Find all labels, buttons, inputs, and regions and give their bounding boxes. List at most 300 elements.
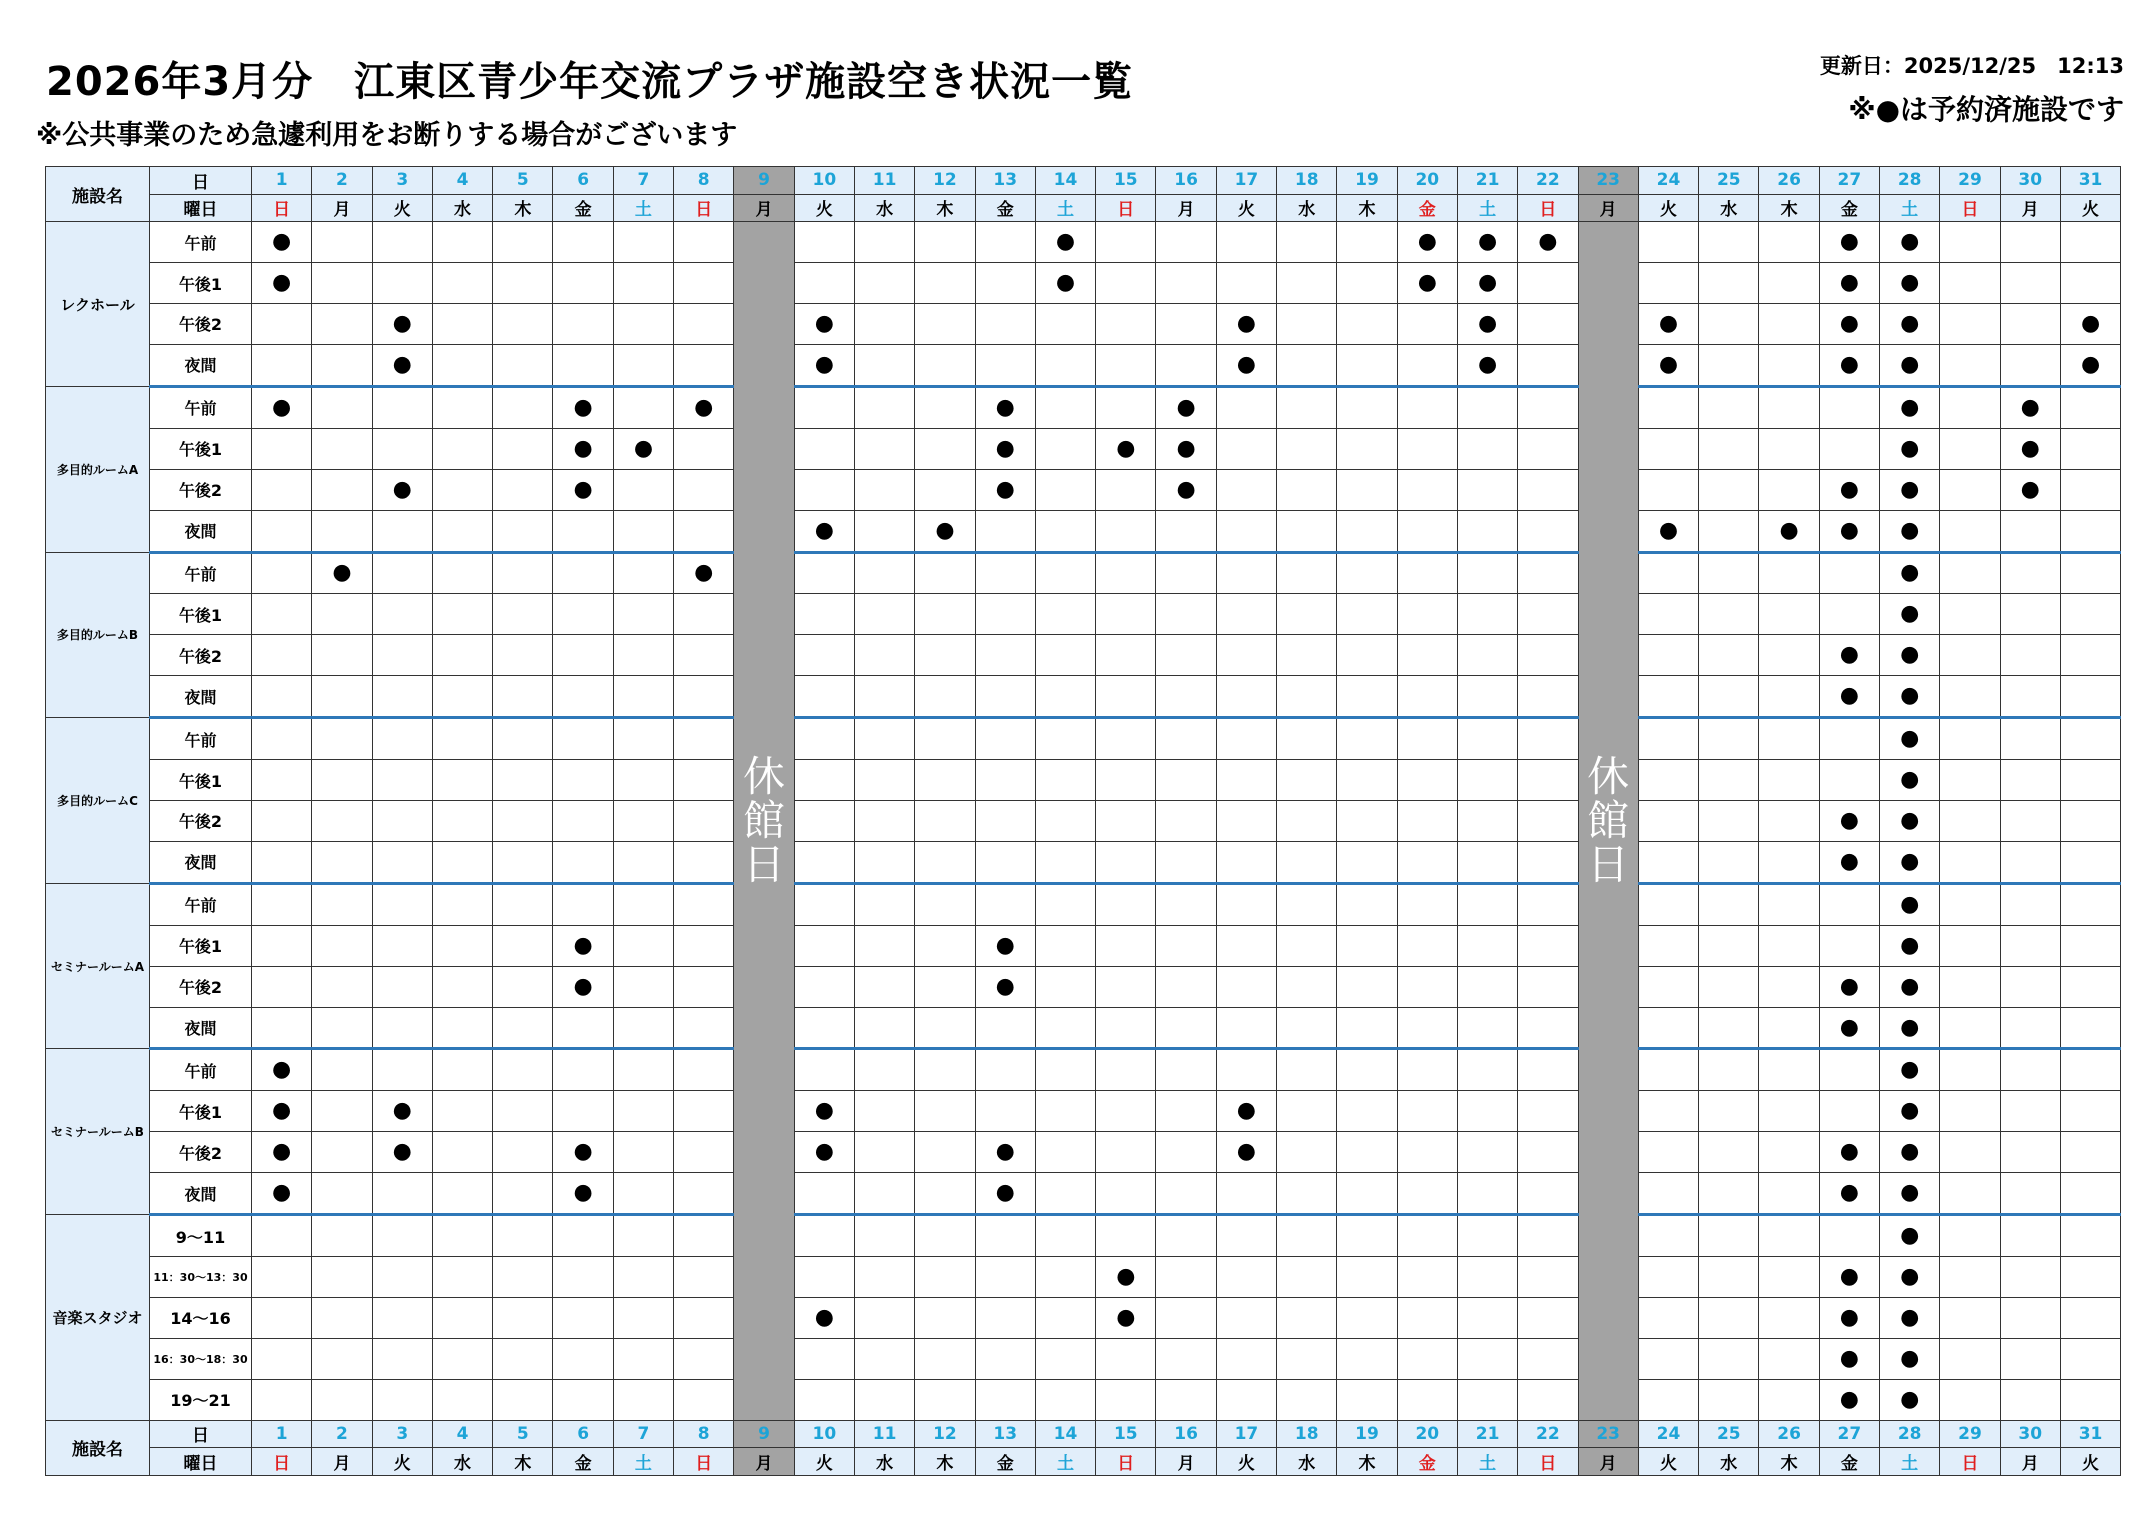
booked-mark: ● [975,925,1035,966]
empty-cell [1337,1173,1397,1215]
facility-name: 多目的ルームB [46,552,150,718]
empty-cell [1096,718,1156,760]
booked-mark: ● [1880,760,1940,801]
empty-cell [2060,1007,2120,1049]
empty-cell [1699,760,1759,801]
day-number: 19 [1337,1420,1397,1448]
empty-cell [1699,676,1759,718]
weekday: 火 [372,194,432,222]
empty-cell [1156,304,1216,345]
day-number: 27 [1819,167,1879,195]
booked-mark: ● [975,469,1035,510]
empty-cell [553,1379,613,1420]
empty-cell [1819,1215,1879,1257]
empty-cell [1035,883,1095,925]
empty-cell [372,263,432,304]
empty-cell [1216,841,1276,883]
day-number: 28 [1880,1420,1940,1448]
empty-cell [1156,1338,1216,1379]
table-row [46,1379,2121,1420]
empty-cell [1216,552,1276,594]
empty-cell [1096,925,1156,966]
empty-cell [1337,718,1397,760]
empty-cell [1759,883,1819,925]
time-slot-label: 午後2 [150,1132,252,1173]
empty-cell [975,1338,1035,1379]
empty-cell [1277,594,1337,635]
booked-mark: ● [1216,1132,1276,1173]
empty-cell [613,1215,673,1257]
empty-cell [915,883,975,925]
time-slot-label: 9～11 [150,1215,252,1257]
empty-cell [1638,883,1698,925]
empty-cell [613,1091,673,1132]
empty-cell [312,1132,372,1173]
weekday: 火 [1216,1448,1276,1476]
empty-cell [2000,263,2060,304]
day-label: 日 [150,167,252,195]
table-row [46,1173,2121,1215]
empty-cell [1337,676,1397,718]
booked-mark: ● [2000,469,2060,510]
empty-cell [794,635,854,676]
empty-cell [1397,469,1457,510]
booked-mark: ● [975,966,1035,1007]
empty-cell [1096,1132,1156,1173]
empty-cell [252,1007,312,1049]
empty-cell [372,1297,432,1338]
empty-cell [794,883,854,925]
empty-cell [2000,1132,2060,1173]
empty-cell [1397,344,1457,386]
empty-cell [854,1257,914,1298]
empty-cell [975,1091,1035,1132]
booked-mark: ● [252,263,312,304]
weekday: 火 [372,1448,432,1476]
empty-cell [1216,1049,1276,1091]
weekday-label: 曜日 [150,194,252,222]
empty-cell [674,344,734,386]
empty-cell [312,428,372,469]
empty-cell [674,966,734,1007]
empty-cell [1277,1007,1337,1049]
weekday: 水 [1277,1448,1337,1476]
empty-cell [915,552,975,594]
weekday: 土 [1035,194,1095,222]
empty-cell [1518,1049,1578,1091]
table-row [46,1297,2121,1338]
empty-cell [312,1257,372,1298]
weekday: 月 [2000,194,2060,222]
empty-cell [372,676,432,718]
empty-cell [432,1215,492,1257]
empty-cell [854,1007,914,1049]
empty-cell [1759,386,1819,428]
empty-cell [854,760,914,801]
empty-cell [1337,552,1397,594]
empty-cell [975,760,1035,801]
empty-cell [432,552,492,594]
booked-mark: ● [975,1173,1035,1215]
empty-cell [854,594,914,635]
empty-cell [432,386,492,428]
day-number: 30 [2000,167,2060,195]
empty-cell [432,925,492,966]
time-slot-label: 夜間 [150,344,252,386]
empty-cell [674,841,734,883]
empty-cell [432,1297,492,1338]
empty-cell [1035,635,1095,676]
booked-mark: ● [1880,1297,1940,1338]
empty-cell [674,676,734,718]
empty-cell [252,841,312,883]
empty-cell [432,594,492,635]
empty-cell [854,635,914,676]
empty-cell [2060,841,2120,883]
empty-cell [1035,1257,1095,1298]
empty-cell [1457,718,1517,760]
time-slot-label: 午後1 [150,1091,252,1132]
day-number: 24 [1638,1420,1698,1448]
booked-mark: ● [312,552,372,594]
empty-cell [372,1257,432,1298]
empty-cell [1457,428,1517,469]
empty-cell [915,344,975,386]
empty-cell [1759,1257,1819,1298]
empty-cell [493,1132,553,1173]
empty-cell [432,760,492,801]
empty-cell [312,966,372,1007]
day-number: 8 [674,167,734,195]
table-row [46,760,2121,801]
booked-mark: ● [1457,304,1517,345]
empty-cell [372,966,432,1007]
empty-cell [493,841,553,883]
empty-cell [1277,925,1337,966]
table-row [46,304,2121,345]
empty-cell [1940,263,2000,304]
closed-day-label: 休 館 日 [734,222,794,1420]
weekday: 水 [1277,194,1337,222]
empty-cell [1457,883,1517,925]
booked-mark: ● [1216,304,1276,345]
empty-cell [1156,1215,1216,1257]
empty-cell [372,222,432,263]
empty-cell [1699,1091,1759,1132]
empty-cell [1518,925,1578,966]
booked-mark: ● [1880,883,1940,925]
empty-cell [1699,1215,1759,1257]
empty-cell [1759,925,1819,966]
booked-mark: ● [252,1173,312,1215]
empty-cell [1337,1215,1397,1257]
empty-cell [1277,304,1337,345]
empty-cell [1819,925,1879,966]
weekday: 火 [794,1448,854,1476]
empty-cell [1397,718,1457,760]
empty-cell [1819,1049,1879,1091]
empty-cell [1397,635,1457,676]
empty-cell [1457,594,1517,635]
empty-cell [1156,966,1216,1007]
empty-cell [1156,1379,1216,1420]
booked-mark: ● [1880,1379,1940,1420]
empty-cell [854,263,914,304]
empty-cell [1518,386,1578,428]
empty-cell [915,718,975,760]
empty-cell [1096,469,1156,510]
weekday: 木 [1337,194,1397,222]
facility-name: レクホール [46,222,150,387]
empty-cell [1216,1215,1276,1257]
empty-cell [674,635,734,676]
weekday: 日 [252,1448,312,1476]
empty-cell [1518,469,1578,510]
empty-cell [1940,883,2000,925]
empty-cell [1638,263,1698,304]
empty-cell [1397,841,1457,883]
table-row [46,552,2121,594]
empty-cell [372,841,432,883]
weekday: 金 [975,194,1035,222]
empty-cell [493,1049,553,1091]
day-number: 16 [1156,167,1216,195]
empty-cell [674,222,734,263]
booked-mark: ● [1880,1049,1940,1091]
empty-cell [252,469,312,510]
booked-mark: ● [372,344,432,386]
empty-cell [854,510,914,552]
empty-cell [1699,925,1759,966]
empty-cell [1035,428,1095,469]
legend-note: ※●は予約済施設です [1848,93,2124,126]
empty-cell [1277,966,1337,1007]
empty-cell [493,1007,553,1049]
empty-cell [1096,1379,1156,1420]
booked-mark: ● [1216,1091,1276,1132]
empty-cell [1397,925,1457,966]
time-slot-label: 夜間 [150,676,252,718]
empty-cell [1638,552,1698,594]
empty-cell [613,1173,673,1215]
empty-cell [372,1173,432,1215]
weekday: 水 [854,194,914,222]
empty-cell [613,344,673,386]
empty-cell [1216,1297,1276,1338]
empty-cell [1759,1379,1819,1420]
empty-cell [1699,635,1759,676]
day-number: 10 [794,1420,854,1448]
empty-cell [1035,594,1095,635]
empty-cell [674,801,734,842]
time-slot-label: 夜間 [150,1173,252,1215]
day-number: 27 [1819,1420,1879,1448]
empty-cell [1277,1173,1337,1215]
booked-mark: ● [1518,222,1578,263]
empty-cell [2060,1049,2120,1091]
weekday: 日 [1940,1448,2000,1476]
booked-mark: ● [1880,428,1940,469]
booked-mark: ● [1457,222,1517,263]
empty-cell [2060,883,2120,925]
empty-cell [915,386,975,428]
booked-mark: ● [1880,1007,1940,1049]
empty-cell [2000,801,2060,842]
empty-cell [2060,222,2120,263]
weekday: 木 [493,1448,553,1476]
empty-cell [915,925,975,966]
empty-cell [613,635,673,676]
empty-cell [1699,304,1759,345]
empty-cell [2060,1091,2120,1132]
empty-cell [1457,1007,1517,1049]
empty-cell [794,966,854,1007]
empty-cell [1277,760,1337,801]
empty-cell [432,676,492,718]
weekday: 火 [1216,194,1276,222]
empty-cell [613,801,673,842]
booked-mark: ● [1880,1091,1940,1132]
day-number: 22 [1518,167,1578,195]
empty-cell [1518,428,1578,469]
empty-cell [915,304,975,345]
empty-cell [613,1257,673,1298]
empty-cell [854,1379,914,1420]
empty-cell [794,841,854,883]
empty-cell [794,263,854,304]
empty-cell [1277,469,1337,510]
table-row [46,883,2121,925]
empty-cell [1940,801,2000,842]
empty-cell [854,925,914,966]
empty-cell [975,1297,1035,1338]
table-row [46,428,2121,469]
empty-cell [1759,594,1819,635]
empty-cell [613,1049,673,1091]
empty-cell [2000,304,2060,345]
empty-cell [1337,386,1397,428]
day-number: 15 [1096,167,1156,195]
empty-cell [1457,801,1517,842]
empty-cell [2060,801,2120,842]
empty-cell [2000,594,2060,635]
empty-cell [2000,344,2060,386]
empty-cell [553,1091,613,1132]
day-number: 25 [1699,167,1759,195]
empty-cell [1457,635,1517,676]
empty-cell [312,386,372,428]
table-row [46,594,2121,635]
empty-cell [252,966,312,1007]
empty-cell [1518,552,1578,594]
weekday: 土 [613,1448,673,1476]
empty-cell [432,966,492,1007]
table-row [46,344,2121,386]
empty-cell [1518,510,1578,552]
empty-cell [432,718,492,760]
bottom-day-row [46,1420,2121,1448]
weekday: 月 [312,1448,372,1476]
empty-cell [915,841,975,883]
empty-cell [1337,801,1397,842]
empty-cell [1277,676,1337,718]
empty-cell [252,510,312,552]
weekday: 土 [1457,1448,1517,1476]
empty-cell [432,344,492,386]
empty-cell [252,676,312,718]
empty-cell [493,1338,553,1379]
empty-cell [1277,428,1337,469]
empty-cell [1035,760,1095,801]
day-number: 29 [1940,167,2000,195]
empty-cell [1819,552,1879,594]
empty-cell [674,1338,734,1379]
weekday: 水 [1699,1448,1759,1476]
weekday: 日 [252,194,312,222]
empty-cell [1940,469,2000,510]
bottom-weekday-row [46,1448,2121,1476]
empty-cell [553,718,613,760]
booked-mark: ● [1457,263,1517,304]
time-slot-label: 午後1 [150,263,252,304]
empty-cell [372,635,432,676]
empty-cell [312,883,372,925]
empty-cell [252,1257,312,1298]
empty-cell [1940,1297,2000,1338]
weekday: 水 [432,194,492,222]
empty-cell [1277,1257,1337,1298]
empty-cell [372,552,432,594]
empty-cell [1397,1297,1457,1338]
empty-cell [1638,1257,1698,1298]
empty-cell [493,469,553,510]
empty-cell [1518,1091,1578,1132]
table-row [46,386,2121,428]
empty-cell [553,635,613,676]
empty-cell [1337,304,1397,345]
time-slot-label: 午後2 [150,635,252,676]
empty-cell [613,1297,673,1338]
weekday: 火 [794,194,854,222]
empty-cell [1156,1091,1216,1132]
empty-cell [252,1338,312,1379]
empty-cell [613,1338,673,1379]
empty-cell [493,760,553,801]
day-number: 17 [1216,167,1276,195]
day-number: 16 [1156,1420,1216,1448]
empty-cell [2000,966,2060,1007]
empty-cell [915,801,975,842]
empty-cell [1156,1049,1216,1091]
empty-cell [674,1007,734,1049]
empty-cell [2060,1379,2120,1420]
weekday: 月 [734,1448,794,1476]
empty-cell [1457,841,1517,883]
empty-cell [1940,222,2000,263]
booked-mark: ● [2060,304,2120,345]
booked-mark: ● [1880,594,1940,635]
empty-cell [1759,263,1819,304]
weekday: 木 [493,194,553,222]
empty-cell [794,428,854,469]
booked-mark: ● [1096,1257,1156,1298]
empty-cell [1156,1173,1216,1215]
facility-name: セミナールームB [46,1049,150,1215]
weekday: 火 [1638,1448,1698,1476]
empty-cell [794,801,854,842]
empty-cell [493,386,553,428]
empty-cell [1638,801,1698,842]
